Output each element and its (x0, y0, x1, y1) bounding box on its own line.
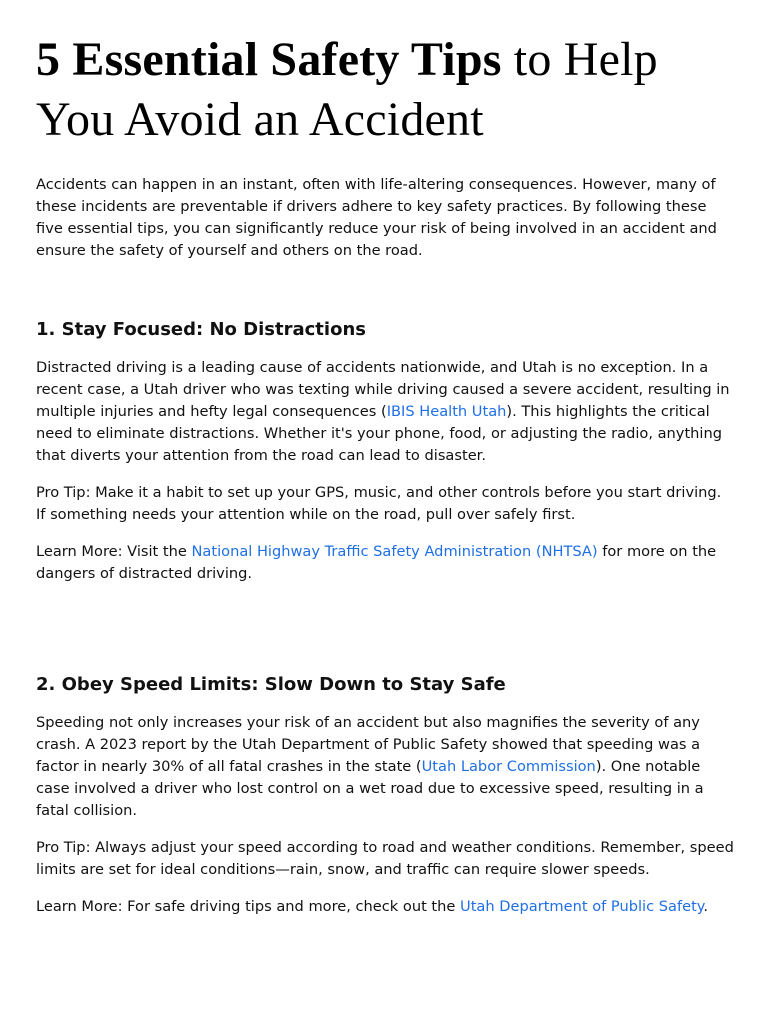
utah-labor-commission-link[interactable]: Utah Labor Commission (421, 758, 596, 775)
section-1-body-text-start: Distracted driving is a leading cause of accidents nationwide, and Utah is no exception. In a recent case, a Utah driver who was texting while driving caused a severe accident, resulting in multiple injuries and hefty legal consequences ( (36, 359, 730, 420)
section-1-pro-tip: Pro Tip: Make it a habit to set up your GPS, music, and other controls before you start driving. If something needs your attention while on the road, pull over safely first. (36, 484, 722, 523)
section-1-learn-more-text-start: Learn More: Visit the (36, 543, 192, 560)
section-2-body (36, 712, 734, 822)
page-title-bold: 5 Essential Safety Tips (36, 33, 502, 86)
nhtsa-link[interactable]: National Highway Traffic Safety Administration (NHTSA) (191, 543, 598, 560)
utah-dept-public-safety-link[interactable]: Utah Department of Public Safety (460, 898, 704, 915)
section-2-body-text-start: Speeding not only increases your risk of an accident but also magnifies the severity of any crash. A 2023 report by the Utah Department of Public Safety showed that speeding was a factor in nearly 30% of all fatal crashes in the state ( (36, 714, 701, 775)
section-heading-stay-focused: 1. Stay Focused: No Distractions (36, 319, 366, 340)
section-1-body (36, 357, 734, 467)
section-heading-obey-speed-limits: 2. Obey Speed Limits: Slow Down to Stay Safe (36, 674, 506, 695)
section-2-learn-more (36, 896, 734, 918)
section-2-learn-more-text-end: . (703, 898, 708, 915)
section-2-learn-more-text-start: Learn More: For safe driving tips and more, check out the (36, 898, 461, 915)
section-2-pro-tip: Pro Tip: Always adjust your speed according to road and weather conditions. Remember, speed limits are set for ideal conditions—rain, snow, and traffic can require slower speeds. (36, 839, 734, 878)
ibis-health-utah-link[interactable]: IBIS Health Utah (386, 403, 507, 420)
intro-paragraph: Accidents can happen in an instant, often with life-altering consequences. However, many of these incidents are preventable if drivers adhere to key safety practices. By following these five essential tips, you can significantly reduce your risk of being involved in an accident and ensure the safety of yourself and others on the road. (36, 176, 717, 259)
section-2-body-text-end: ). One notable case involved a driver who lost control on a wet road due to excessive speed, resulting in a fatal collision. (36, 758, 704, 819)
page-title-rest: to Help You Avoid an Accident (36, 33, 658, 146)
section-1-learn-more (36, 541, 734, 585)
section-1-learn-more-text-end: for more on the dangers of distracted driving. (36, 543, 717, 582)
page-title (36, 0, 734, 150)
section-1-body-text-end: ). This highlights the critical need to eliminate distractions. Whether it's your phone, food, or adjusting the radio, anything that diverts your attention from the road can lead to disaster. (36, 403, 722, 464)
